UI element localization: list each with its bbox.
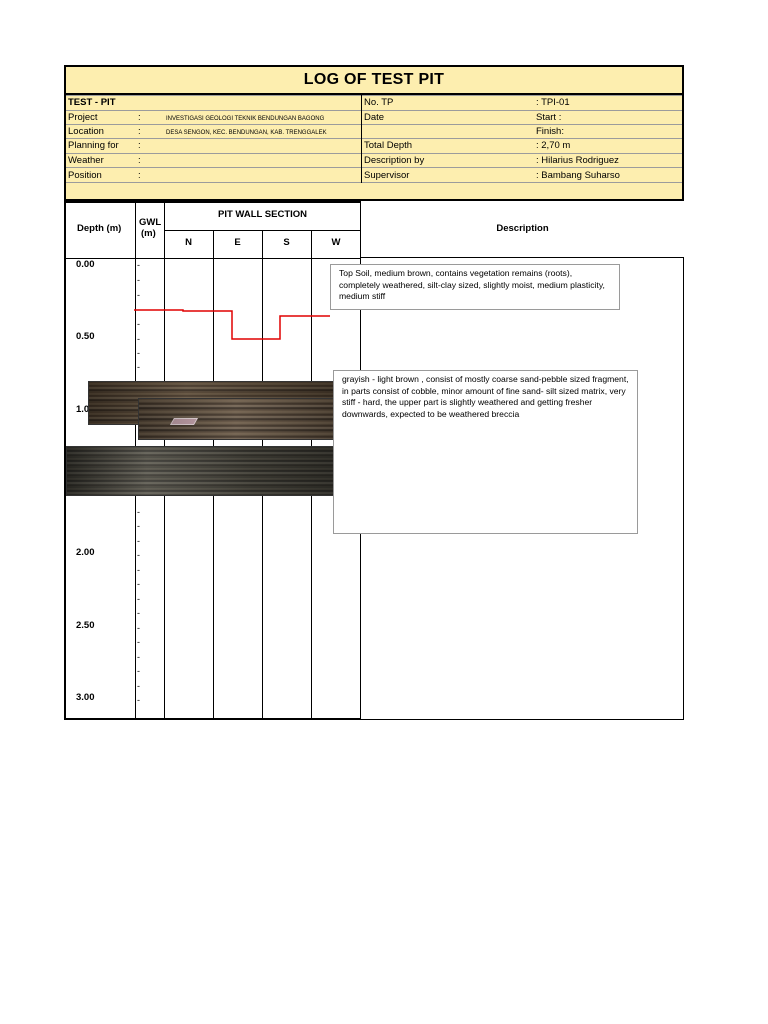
total-depth-value: : 2,70 m (536, 140, 571, 151)
gwl-tick: - (137, 348, 140, 358)
project-value: INVESTIGASI GEOLOGI TEKNIK BENDUNGAN BAGONG (166, 116, 325, 122)
gwl-tick: - (137, 579, 140, 589)
gwl-column-header: GWL (139, 217, 162, 228)
location-label: Location (68, 126, 104, 137)
core-photo (66, 446, 334, 496)
colon: : (138, 170, 141, 181)
colon: : (138, 155, 141, 166)
gwl-tick: - (137, 362, 140, 372)
gwl-tick: - (137, 334, 140, 344)
layer-1-description: Top Soil, medium brown, contains vegetation remains (roots), completely weathered, silt-clay sized, slightly moist, medium plasticity, medium stiff (330, 264, 620, 310)
depth-label: 0.00 (76, 259, 95, 270)
gwl-tick: - (137, 695, 140, 705)
depth-label: 3.00 (76, 692, 95, 703)
supervisor-label: Supervisor (364, 170, 410, 181)
colon: : (138, 112, 141, 123)
position-label: Position (68, 170, 102, 181)
gwl-tick: - (137, 507, 140, 517)
gwl-tick: - (137, 681, 140, 691)
colon: : (138, 140, 141, 151)
page-title: LOG OF TEST PIT (303, 71, 445, 88)
gwl-tick: - (137, 637, 140, 647)
test-pit-label: TEST - PIT (68, 97, 116, 108)
finish-label: Finish: (536, 126, 564, 137)
description-by-value: : Hilarius Rodriguez (536, 155, 619, 166)
gwl-tick: - (137, 260, 140, 270)
date-label: Date (364, 112, 385, 123)
gwl-tick: - (137, 652, 140, 662)
no-tp-value: : TPI-01 (536, 97, 570, 108)
layer-2-description: grayish - light brown , consist of mostly coarse sand-pebble sized fragment, in parts consist of cobble, minor amount of fine sand- silt sized matrix, very stiff - hard, the upper part is slightly weathered and getting fresher downwards, expected to be weathered breccia (333, 370, 638, 534)
depth-column-header: Depth (m) (77, 223, 122, 234)
gwl-tick: - (137, 666, 140, 676)
start-label: Start : (536, 112, 562, 123)
planning-label: Planning for (68, 140, 119, 151)
depth-label: 0.50 (76, 331, 95, 342)
weather-label: Weather (68, 155, 104, 166)
gwl-tick: - (137, 594, 140, 604)
west-column-header: W (331, 237, 341, 248)
total-depth-label: Total Depth (364, 140, 413, 151)
no-tp-label: No. TP (364, 97, 394, 108)
north-column-header: N (185, 237, 192, 248)
description-by-label: Description by (364, 155, 425, 166)
gwl-tick: - (137, 275, 140, 285)
east-column-header: E (234, 237, 241, 248)
depth-label: 1.0 (76, 404, 90, 415)
gwl-tick: - (137, 521, 140, 531)
gwl-unit: (m) (141, 228, 156, 239)
supervisor-value: : Bambang Suharso (536, 170, 620, 181)
colon: : (138, 126, 141, 137)
gwl-tick: - (137, 536, 140, 546)
gwl-tick: - (137, 623, 140, 633)
gwl-tick: - (137, 290, 140, 300)
gwl-tick: - (137, 565, 140, 575)
project-label: Project (68, 112, 98, 123)
depth-label: 2.00 (76, 547, 95, 558)
description-column-header: Description (496, 223, 549, 234)
gwl-tick: - (137, 319, 140, 329)
core-photo (138, 398, 334, 440)
pit-wall-section-header: PIT WALL SECTION (217, 209, 308, 220)
gwl-tick: - (137, 550, 140, 560)
south-column-header: S (283, 237, 290, 248)
gwl-tick: - (137, 608, 140, 618)
depth-label: 2.50 (76, 620, 95, 631)
location-value: DESA SENGON, KEC. BENDUNGAN, KAB. TRENGGALEK (166, 130, 327, 136)
